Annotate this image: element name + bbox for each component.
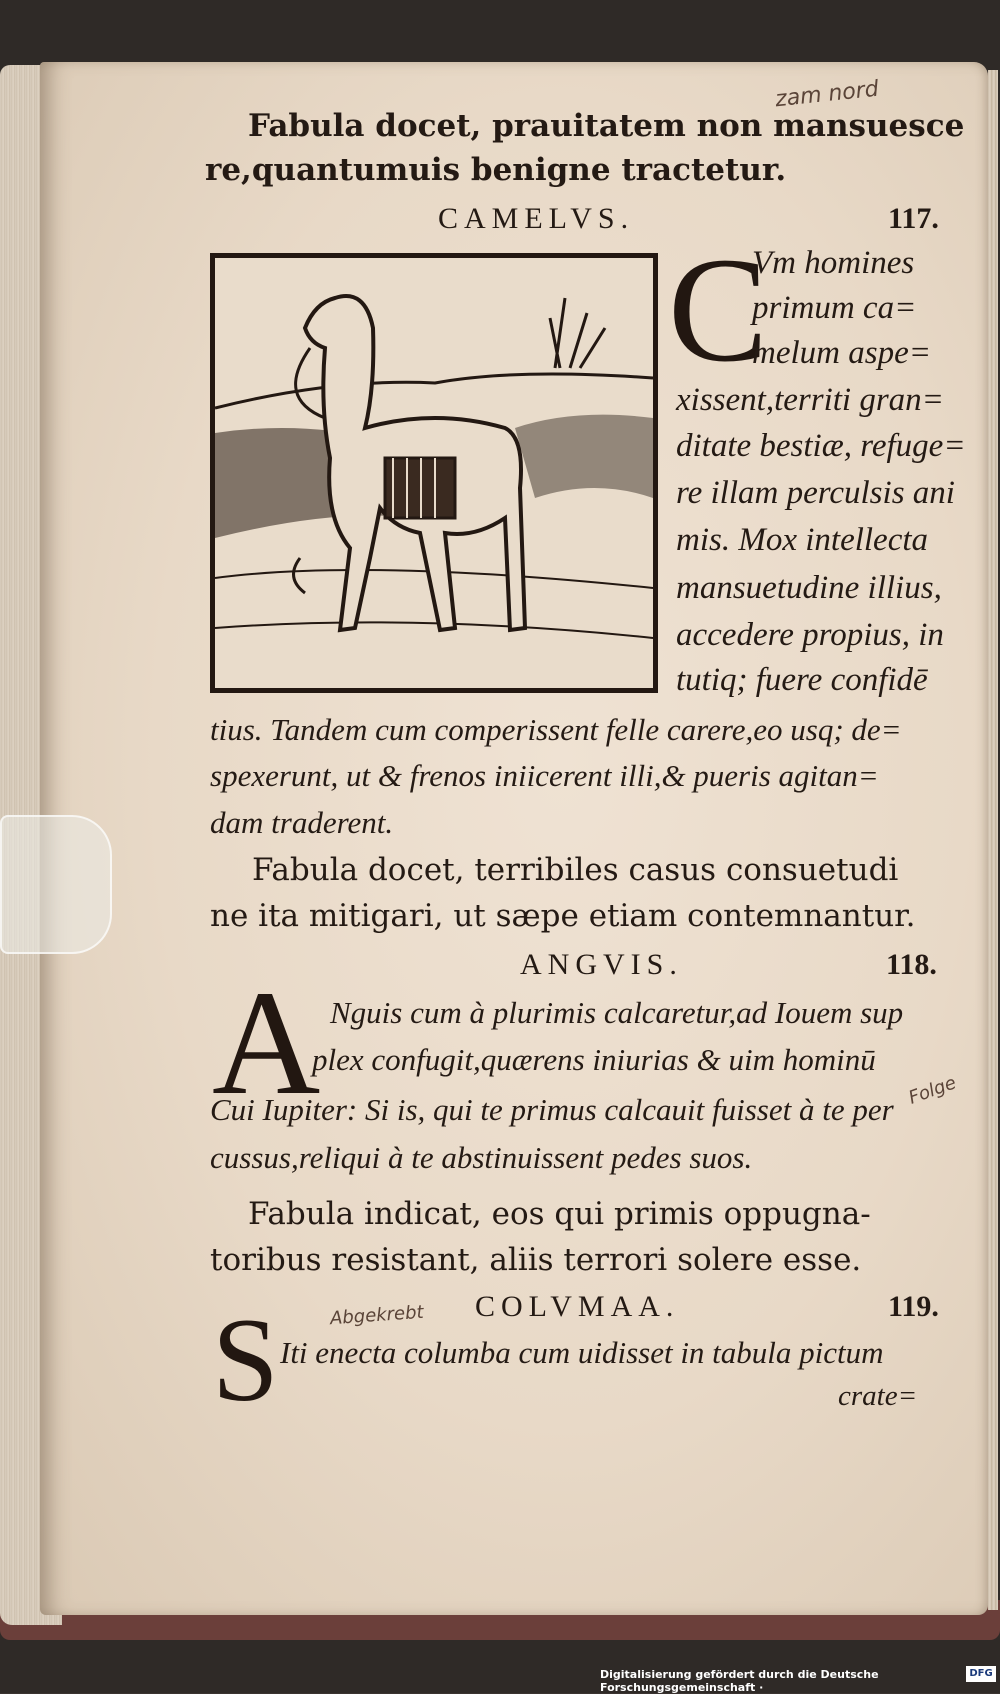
- fable-118-line-2: plex confugit,quærens iniurias & uim hominū: [312, 1042, 876, 1077]
- fable-117-line-12: spexerunt, ut & frenos iniicerent illi,& pueris agitan=: [210, 758, 879, 793]
- fable-117-moral-2: ne ita mitigari, ut sæpe etiam contemnantur.: [210, 898, 916, 934]
- fable-117-line-10: tutiq; fuere confidē: [676, 662, 928, 698]
- fable-117-line-3: melum aspe=: [752, 335, 931, 371]
- handwritten-note-margin: Folge: [905, 1072, 959, 1109]
- fable-117-number: 117.: [888, 202, 939, 235]
- fable-117-title: CAMELVS.: [438, 202, 635, 235]
- fable-119-initial: S: [212, 1293, 279, 1426]
- fable-118-moral-2: toribus resistant, aliis terrori solere esse.: [210, 1242, 862, 1278]
- dfg-logo: DFG: [966, 1666, 996, 1682]
- fable-118-initial: A: [212, 960, 321, 1126]
- fable-117-line-4: xissent,territi gran=: [676, 382, 944, 418]
- fable-118-moral-1: Fabula indicat, eos qui primis oppugna-: [248, 1196, 871, 1232]
- fable-119-title: COLVMAA.: [475, 1290, 680, 1323]
- fable-117-line-5: ditate bestiæ, refuge=: [676, 428, 966, 464]
- camel-woodcut-illustration: [215, 258, 653, 688]
- fable-118-line-4: cussus,reliqui à te abstinuissent pedes suos.: [210, 1140, 753, 1175]
- handwritten-note-top: zam nord: [773, 76, 880, 113]
- fable-118-line-3: Cui Iupiter: Si is, qui te primus calcauit fuisset à te per: [210, 1092, 894, 1127]
- fable-119-line-1: Iti enecta columba cum uidisset in tabula pictum: [280, 1335, 884, 1370]
- clip-tab: [0, 815, 112, 954]
- fable-118-title: ANGVIS.: [520, 948, 683, 981]
- fable-117-line-9: accedere propius, in: [676, 617, 944, 653]
- digitization-credit: Digitalisierung gefördert durch die Deutsche Forschungsgemeinschaft ·: [600, 1668, 879, 1694]
- camel-woodcut: [210, 253, 658, 693]
- top-moral-line-2: re,quantumuis benigne tractetur.: [205, 152, 787, 188]
- fable-117-line-8: mansuetudine illius,: [676, 570, 942, 606]
- fable-117-moral-1: Fabula docet, terribiles casus consuetudi: [252, 852, 899, 888]
- fable-117-line-6: re illam perculsis ani: [676, 475, 955, 511]
- handwritten-note-bottom: Abgekrebt: [329, 1301, 425, 1330]
- fable-119-number: 119.: [888, 1290, 939, 1323]
- fable-118-line-1: Nguis cum à plurimis calcaretur,ad Iouem sup: [330, 995, 904, 1030]
- fable-117-line-11: tius. Tandem cum comperissent felle carere,eo usq; de=: [210, 712, 902, 747]
- fable-117-line-2: primum ca=: [752, 290, 917, 326]
- fable-119-catchword: crate=: [838, 1380, 918, 1412]
- top-moral-line-1: Fabula docet, prauitatem non mansuesce: [248, 108, 965, 144]
- fable-117-line-13: dam traderent.: [210, 805, 394, 840]
- fable-117-initial: C: [668, 227, 769, 393]
- fable-117-line-1: Vm homines: [752, 245, 915, 281]
- fable-117-line-7: mis. Mox intellecta: [676, 522, 929, 558]
- page-stack-right: [988, 70, 998, 1610]
- fable-118-number: 118.: [886, 948, 937, 981]
